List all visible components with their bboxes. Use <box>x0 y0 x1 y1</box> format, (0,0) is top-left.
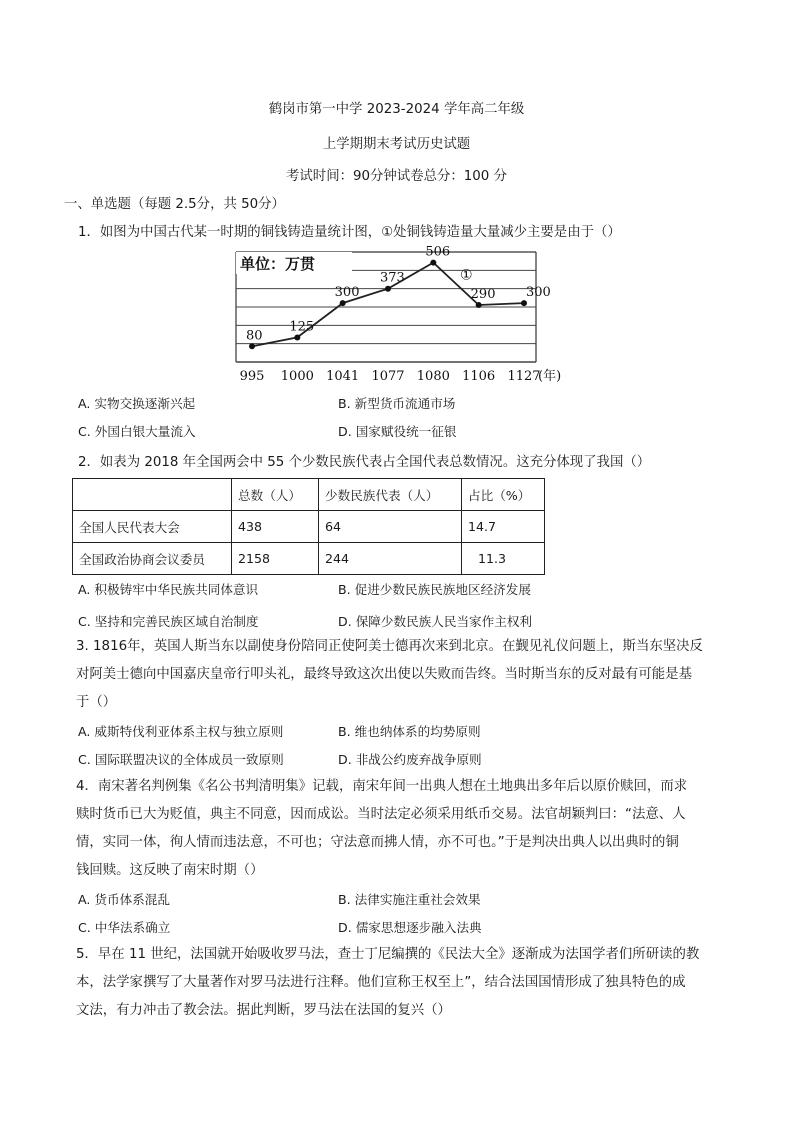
chart-x-tick-label: 1000 <box>280 369 314 384</box>
exam-title: 鹤岗市第一中学 2023-2024 学年高二年级 <box>268 102 525 117</box>
q2-option-d[interactable]: D. 保障少数民族人民当家作主权利 <box>338 614 533 629</box>
q2-option-b[interactable]: B. 促进少数民族民族地区经济发展 <box>338 582 531 597</box>
chart-data-label: 80 <box>246 328 263 344</box>
q2-stem: 2．如表为 2018 年全国两会中 55 个少数民族代表占全国代表总数情况。这充分体现了我国（） <box>78 455 651 470</box>
chart-point <box>430 260 436 266</box>
coin-chart-svg <box>232 246 562 386</box>
chart-x-tick-label: 1106 <box>462 369 496 384</box>
q3-stem <box>76 633 720 717</box>
q1-option-c[interactable]: C. 外国白银大量流入 <box>78 424 196 439</box>
q1-stem: 1．如图为中国古代某一时期的铜钱铸造量统计图，①处铜钱铸造量大量减少主要是由于（） <box>78 225 621 240</box>
q1-option-b[interactable]: B. 新型货币流通市场 <box>338 396 456 411</box>
q5-line: 文法，有力冲击了教会法。据此判断，罗马法在法国的复兴（） <box>76 1003 451 1018</box>
q4-option-b[interactable]: B. 法律实施注重社会效果 <box>338 892 481 907</box>
exam-info: 考试时间：90分钟试卷总分：100 分 <box>286 169 507 184</box>
section-title: 一、单选题（每题 2.5分，共 50分） <box>64 197 285 212</box>
table-cell: 11.3 <box>462 543 545 575</box>
chart-x-tick-label: 1127 <box>507 369 541 384</box>
q2-option-c[interactable]: C. 坚持和完善民族区域自治制度 <box>78 614 259 629</box>
table-cell: 全国政治协商会议委员 <box>73 543 232 575</box>
chart-annotation: ① <box>460 267 473 284</box>
table-row <box>73 543 545 575</box>
q4-stem <box>76 773 720 885</box>
chart-point <box>385 286 391 292</box>
q3-option-d[interactable]: D. 非战公约废弃战争原则 <box>338 752 482 767</box>
table-header-cell: 总数（人） <box>232 479 319 511</box>
q4-line: 4．南宋著名判例集《名公书判清明集》记载，南宋年间一出典人想在土地典出多年后以原价赎回，而求 <box>76 779 688 794</box>
chart-data-label: 300 <box>526 285 551 301</box>
q5-line: 本，法学家撰写了大量著作对罗马法进行注释。他们宣称王权至上”，结合法国国情形成了独具特色的成 <box>76 975 686 990</box>
chart-point <box>294 334 300 340</box>
chart-x-suffix: (年) <box>538 369 562 384</box>
table-header-row <box>73 479 545 511</box>
q5-line: 5．早在 11 世纪，法国就开始吸收罗马法，查士丁尼编撰的《民法大全》逐渐成为法国学者们所研读的教 <box>76 947 700 962</box>
q1-option-d[interactable]: D. 国家赋役统一征银 <box>338 424 457 439</box>
q3-line: 3. 1816年，英国人斯当东以副使身份陪同正使阿美士德再次来到北京。在觐见礼仪问题上，斯当东坚决反 <box>76 639 703 654</box>
table-cell: 244 <box>319 543 462 575</box>
table-cell: 2158 <box>232 543 319 575</box>
coin-chart <box>232 246 562 390</box>
chart-x-tick-label: 995 <box>239 369 265 384</box>
chart-data-label: 373 <box>380 270 405 286</box>
chart-data-label: 290 <box>470 287 496 303</box>
representatives-table <box>72 478 545 575</box>
chart-point <box>521 300 527 306</box>
q4-option-c[interactable]: C. 中华法系确立 <box>78 920 171 935</box>
chart-title: 单位：万贯 <box>240 255 316 273</box>
q2-option-a[interactable]: A. 积极铸牢中华民族共同体意识 <box>78 582 259 597</box>
exam-subtitle: 上学期期末考试历史试题 <box>322 137 471 152</box>
q3-option-b[interactable]: B. 维也纳体系的均势原则 <box>338 724 481 739</box>
table-row <box>73 511 545 543</box>
q4-option-a[interactable]: A. 货币体系混乱 <box>78 892 170 907</box>
chart-data-label: 125 <box>289 319 315 335</box>
chart-data-label: 506 <box>425 246 451 260</box>
q1-option-a[interactable]: A. 实物交换逐渐兴起 <box>78 396 196 411</box>
chart-x-tick-label: 1080 <box>416 369 450 384</box>
chart-data-label: 300 <box>334 285 360 301</box>
q5-stem <box>76 941 720 1025</box>
q3-line: 于（） <box>76 695 117 710</box>
chart-x-tick-label: 1077 <box>371 369 405 384</box>
q4-option-d[interactable]: D. 儒家思想逐步融入法典 <box>338 920 482 935</box>
table-header-cell <box>73 479 232 511</box>
chart-point <box>249 343 255 349</box>
q3-line: 对阿美士德向中国嘉庆皇帝行叩头礼，最终导致这次出使以失败而告终。当时斯当东的反对最有可能是基 <box>76 667 692 682</box>
q4-line: 赎时货币已大为贬值，典主不同意，因而成讼。当时法定必须采用纸币交易。法官胡颖判曰：“法意、人 <box>76 807 686 822</box>
q4-line: 情，实同一体，徇人情而违法意，不可也；守法意而拂人情，亦不可也。”于是判决出典人以出典时的铜 <box>76 835 679 850</box>
chart-x-tick-label: 1041 <box>326 369 360 384</box>
table-header-cell: 少数民族代表（人） <box>319 479 462 511</box>
q4-line: 钱回赎。这反映了南宋时期（） <box>76 863 264 878</box>
table-header-cell: 占比（%） <box>462 479 545 511</box>
table-cell: 14.7 <box>462 511 545 543</box>
table-cell: 全国人民代表大会 <box>73 511 232 543</box>
q3-option-c[interactable]: C. 国际联盟决议的全体成员一致原则 <box>78 752 284 767</box>
table-cell: 438 <box>232 511 319 543</box>
table-cell: 64 <box>319 511 462 543</box>
chart-point <box>476 302 482 308</box>
q3-option-a[interactable]: A. 威斯特伐利亚体系主权与独立原则 <box>78 724 284 739</box>
chart-point <box>340 300 346 306</box>
